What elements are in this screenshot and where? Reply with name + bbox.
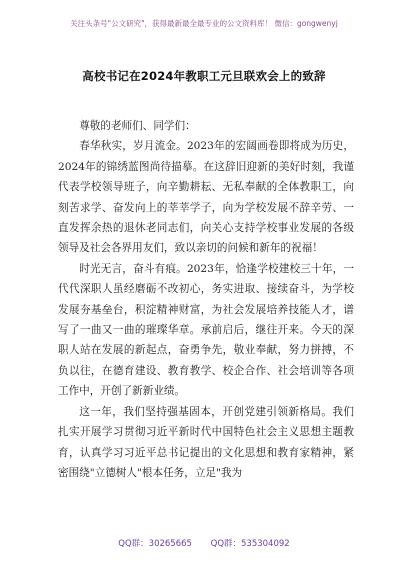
document-title: 高校书记在2024年教职工元旦联欢会上的致辞 [82, 69, 326, 83]
qq-group-1: QQ群：30265665 [118, 539, 192, 549]
paragraph: 这一年，我们坚持强基固本，开创党建引领新格局。我们扎实开展学习贯彻习近平新时代中国特色社会主义思想主题教育，认真学习习近平总书记提出的文化思想和教育家精神，紧密围绕"立德树人"根本任务，立足"我为 [58, 405, 354, 479]
document-body [58, 116, 354, 483]
header-banner: 关注头条号"公文研究"，获得最新最全最专业的公文资料库！ 微信：gongwenyj [70, 19, 338, 28]
footer-contact [0, 537, 408, 549]
greeting: 尊敬的老师们、同学们： [79, 120, 196, 132]
paragraph: 时光无言，奋斗有痕。2023年，恰逢学校建校三十年，一代代深职人虽经磨砺不改初心，务实进取、接续奋斗，为学校发展夯基垒台，积淀精神财富，为社会发展培养技能人才，谱写了一曲又一曲的璀璨华章。承前启后，继往开来。今天的深职人站在发展的新起点，奋勇争先，敬业奉献，努力拼搏，不负以往，在德育建设、教育教学、校企合作、社会培训等各项工作中，开创了新新业绩。 [58, 262, 354, 398]
qq-group-2: QQ群：535304092 [210, 539, 290, 549]
paragraph: 春华秋实，岁月流金。2023年的宏阔画卷即将成为历史，2024年的锦绣蓝图尚待描摹。在这辞旧迎新的美好时刻，我谨代表学校领导班子，向辛勤耕耘、无私奉献的全体教职工，向刻苦求学、奋发向上的莘莘学子，向为学校发展不辞辛劳、一直发挥余热的退休老同志们，向关心支持学校事业发展的各级领导及社会各界用友们，致以亲切的问候和新年的祝福！ [58, 140, 354, 255]
